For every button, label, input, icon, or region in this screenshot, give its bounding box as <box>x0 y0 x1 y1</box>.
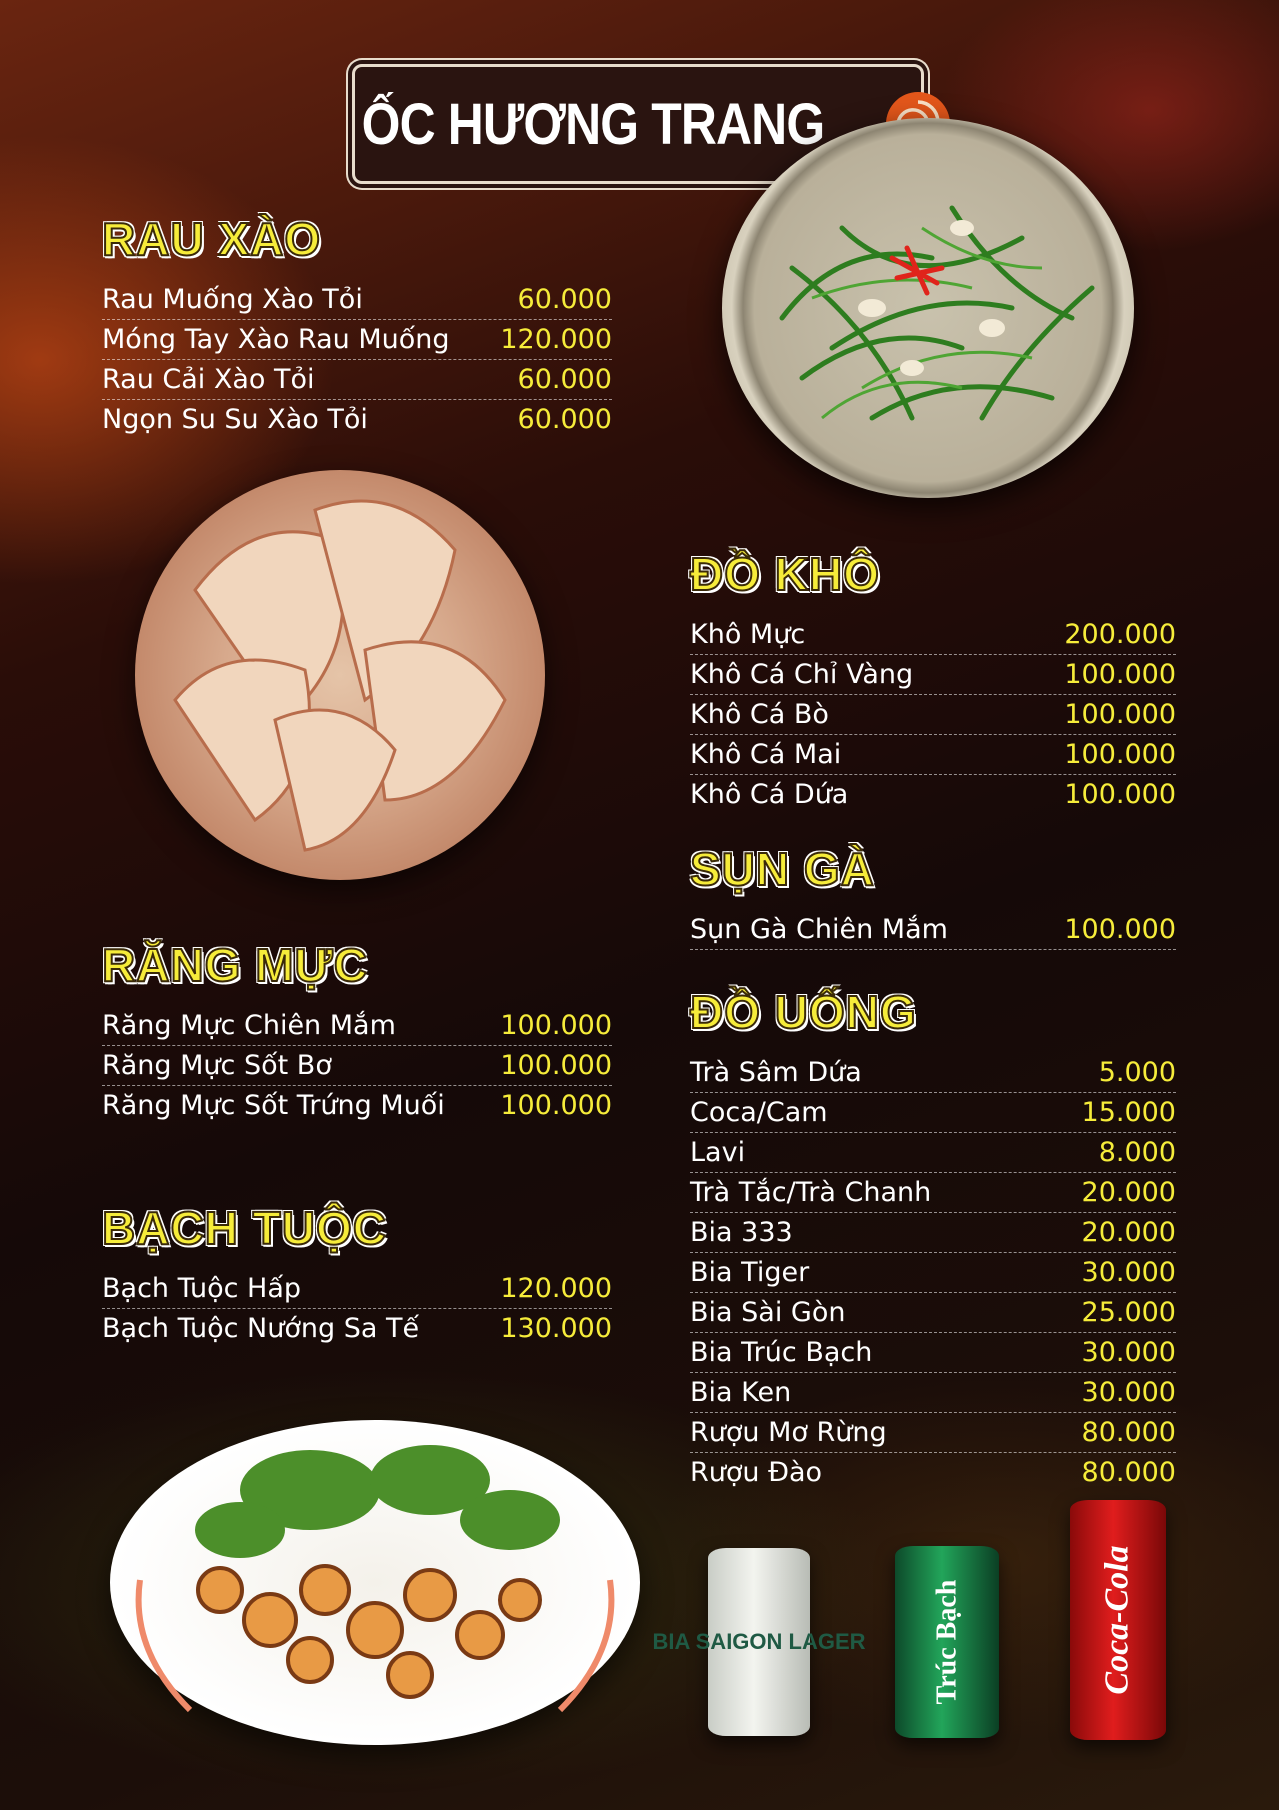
item-price: 80.000 <box>1081 1457 1176 1488</box>
menu-item <box>690 1173 1176 1213</box>
item-price: 100.000 <box>500 1050 612 1081</box>
item-price: 60.000 <box>517 404 612 435</box>
menu-item <box>690 1373 1176 1413</box>
item-price: 20.000 <box>1081 1177 1176 1208</box>
item-price: 5.000 <box>1098 1057 1176 1088</box>
item-name: Lavi <box>690 1137 746 1168</box>
item-name: Răng Mực Sốt Bơ <box>102 1050 332 1081</box>
menu-item <box>102 1006 612 1046</box>
section-do-kho <box>690 547 1176 814</box>
item-price: 200.000 <box>1064 619 1176 650</box>
grilled-octopus-photo <box>110 1420 640 1745</box>
menu-list <box>690 1053 1176 1492</box>
menu-item <box>690 1253 1176 1293</box>
item-name: Khô Cá Chỉ Vàng <box>690 659 914 690</box>
item-price: 30.000 <box>1081 1257 1176 1288</box>
item-name: Khô Cá Bò <box>690 699 829 730</box>
menu-item <box>690 1213 1176 1253</box>
can-label: BIA SAIGON LAGER <box>652 1629 866 1654</box>
menu-item <box>690 1053 1176 1093</box>
item-name: Trà Sâm Dứa <box>690 1057 862 1088</box>
item-price: 120.000 <box>500 1273 612 1304</box>
item-price: 30.000 <box>1081 1337 1176 1368</box>
item-name: Ngọn Su Su Xào Tỏi <box>102 404 368 435</box>
item-name: Bia Ken <box>690 1377 792 1408</box>
menu-item <box>102 360 612 400</box>
item-name: Rượu Mơ Rừng <box>690 1417 887 1448</box>
section-title: ĐỒ KHÔ <box>690 548 880 600</box>
item-name: Bia Sài Gòn <box>690 1297 846 1328</box>
menu-item <box>690 695 1176 735</box>
menu-list <box>102 1006 612 1125</box>
item-name: Bạch Tuộc Hấp <box>102 1273 302 1304</box>
item-name: Rau Cải Xào Tỏi <box>102 364 315 395</box>
dried-squid-illustration <box>135 470 545 880</box>
menu-item <box>690 775 1176 814</box>
item-price: 100.000 <box>1064 699 1176 730</box>
truc-bach-can <box>895 1546 999 1738</box>
item-price: 60.000 <box>517 284 612 315</box>
section-title: RAU XÀO <box>102 213 322 265</box>
item-price: 130.000 <box>500 1313 612 1344</box>
menu-item <box>690 1333 1176 1373</box>
item-name: Khô Mực <box>690 619 806 650</box>
menu-item <box>102 320 612 360</box>
menu-item <box>102 400 612 439</box>
item-price: 100.000 <box>1064 739 1176 770</box>
bia-saigon-can <box>652 1548 866 1736</box>
item-name: Rau Muống Xào Tỏi <box>102 284 363 315</box>
item-price: 60.000 <box>517 364 612 395</box>
coca-cola-can <box>1070 1500 1166 1740</box>
item-name: Coca/Cam <box>690 1097 828 1128</box>
item-name: Bia Trúc Bạch <box>690 1337 873 1368</box>
item-price: 80.000 <box>1081 1417 1176 1448</box>
item-name: Bạch Tuộc Nướng Sa Tế <box>102 1313 420 1344</box>
menu-item <box>690 735 1176 775</box>
section-rang-muc <box>102 938 612 1125</box>
menu-item <box>690 910 1176 950</box>
item-name: Răng Mực Sốt Trứng Muối <box>102 1090 445 1121</box>
menu-item <box>690 615 1176 655</box>
section-title: ĐỒ UỐNG <box>690 986 917 1038</box>
section-bach-tuoc <box>102 1201 612 1348</box>
item-name: Móng Tay Xào Rau Muống <box>102 324 450 355</box>
item-name: Khô Cá Mai <box>690 739 842 770</box>
item-price: 100.000 <box>500 1010 612 1041</box>
brand-name: ỐC HƯƠNG TRANG <box>361 91 825 157</box>
section-title: RĂNG MỰC <box>102 939 368 991</box>
octopus-illustration <box>110 1420 640 1745</box>
menu-item <box>102 1046 612 1086</box>
can-label: Trúc Bạch <box>931 1579 963 1705</box>
item-price: 100.000 <box>1064 779 1176 810</box>
item-price: 25.000 <box>1081 1297 1176 1328</box>
greens-illustration <box>722 118 1134 498</box>
section-title: BẠCH TUỘC <box>102 1202 387 1254</box>
item-price: 8.000 <box>1098 1137 1176 1168</box>
item-price: 120.000 <box>500 324 612 355</box>
menu-list <box>690 615 1176 814</box>
item-price: 100.000 <box>1064 914 1176 945</box>
menu-item <box>102 1269 612 1309</box>
section-do-uong <box>690 985 1176 1492</box>
stir-fried-greens-photo <box>722 118 1134 498</box>
item-price: 30.000 <box>1081 1377 1176 1408</box>
menu-item <box>690 1133 1176 1173</box>
menu-item <box>690 1413 1176 1453</box>
item-name: Bia 333 <box>690 1217 793 1248</box>
section-title: SỤN GÀ <box>690 843 875 895</box>
menu-item <box>690 655 1176 695</box>
section-rau-xao <box>102 212 612 439</box>
dried-squid-photo <box>135 470 545 880</box>
item-name: Rượu Đào <box>690 1457 823 1488</box>
item-name: Sụn Gà Chiên Mắm <box>690 914 948 945</box>
menu-item <box>102 1309 612 1348</box>
item-price: 100.000 <box>1064 659 1176 690</box>
menu-item <box>690 1293 1176 1333</box>
menu-list <box>690 910 1176 950</box>
item-name: Khô Cá Dứa <box>690 779 849 810</box>
menu-item <box>102 280 612 320</box>
section-sun-ga <box>690 842 1176 950</box>
menu-item <box>690 1453 1176 1492</box>
menu-item <box>102 1086 612 1125</box>
menu-list <box>102 1269 612 1348</box>
item-price: 15.000 <box>1081 1097 1176 1128</box>
can-label: Coca-Cola <box>1099 1545 1136 1695</box>
item-name: Răng Mực Chiên Mắm <box>102 1010 396 1041</box>
item-name: Trà Tắc/Trà Chanh <box>690 1177 932 1208</box>
item-price: 100.000 <box>500 1090 612 1121</box>
item-price: 20.000 <box>1081 1217 1176 1248</box>
menu-item <box>690 1093 1176 1133</box>
item-name: Bia Tiger <box>690 1257 810 1288</box>
menu-list <box>102 280 612 439</box>
